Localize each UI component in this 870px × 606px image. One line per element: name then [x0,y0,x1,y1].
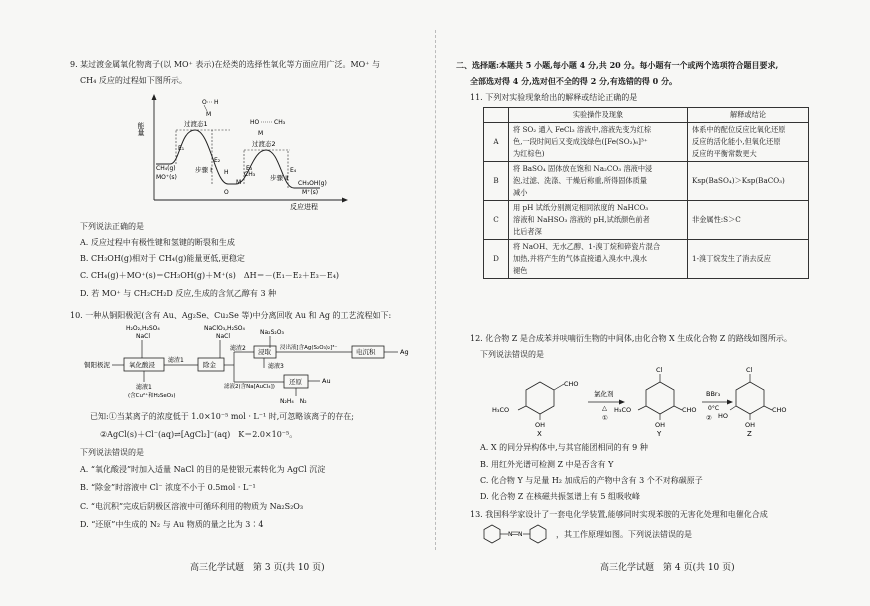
filtrate2-label: 滤液2(含Na[AuCl₄]) [224,384,275,390]
product2-label: M⁺(s) [302,189,319,196]
au-label: Au [322,377,331,385]
reactant2-label: MO⁺(s) [156,174,177,181]
q11-row-d-operation [509,240,688,279]
q11-header-blank [484,108,509,123]
q11-a-con-line3: 反应的平衡常数更大 [692,149,757,158]
gases-label: N₂H₄ N₂ [280,398,307,405]
e3-label: E₃ [246,165,253,172]
y-axis-arrow [152,94,157,100]
q9-option-a: A. 反应过程中有极性键和氢键的断裂和生成 [80,238,235,247]
condition2-label: 0°C [708,405,720,412]
q11-table-header [484,108,809,123]
e4-label: E₄ [290,167,297,174]
step1-number: ① [602,414,608,422]
x-benzene-ring [526,382,554,414]
q9-stem-line2: CH₄ 反应的过程如下图所示。 [80,76,187,85]
step2-label: 步骤 Ⅱ [270,174,289,182]
x-och3-bond [518,406,526,410]
product1-label: CH₃OH(g) [298,180,327,187]
box3-label: 浸取 [258,348,271,356]
compound-y [614,366,697,438]
reagent1b-label: NaCl [136,333,151,340]
q11-b-op-line2: 泡,过滤、洗涤、干燥后称重,所得固体质量 [513,176,647,185]
x-label: X [537,430,542,438]
ts1-o-atom: O [202,99,207,106]
box5-label: 电沉积 [356,348,376,356]
z-cl-label: Cl [746,366,753,374]
y-cho-label: CHO [682,406,697,414]
q11-a-con-line1: 体系中的配位反应比氧化还原 [692,125,786,134]
q11-row-c [484,201,809,240]
q12-option-c: C. 化合物 Y 与足量 H₂ 加成后的产物中含有 3 个不对称碳原子 [480,476,703,485]
e2-label: E₂ [214,157,221,164]
reagent1a-label: H₂O₂,H₂SO₄ [126,325,160,332]
filtrate1-sub-label: (含Cu²⁺和H₂SeO₃) [128,393,176,399]
residue2-label: 滤渣2 [230,345,246,352]
y-och3-bond [638,406,646,410]
q11-row-c-operation [509,201,688,240]
q11-b-op-line3: 减小 [513,188,528,197]
ts2-ch3-group: CH₃ [274,119,286,126]
reagent2a-label: NaClO₃,H₂SO₄ [204,325,245,332]
x-axis-arrow [342,198,348,203]
q11-a-con-line2: 反应的活化能小,但氧化还原 [692,137,781,146]
filtrate1-label: 滤液1 [136,384,152,391]
q9-stem-line1: 9. 某过渡金属氧化物离子(以 MO⁺ 表示)在烃类的选择性氧化等方面应用广泛。MO⁺ 与 [70,60,380,69]
q12-stem-line2: 下列说法错误的是 [480,350,544,359]
int-h-atom: H [224,169,229,176]
q10-stem: 10. 一种从铜阳极泥(含有 Au、Ag₂Se、Cu₂Se 等)中分离回收 Au 和 Ag 的工艺流程如下: [70,311,392,320]
q9-option-d: D. 若 MO⁺ 与 CH₂CH₂D 反应,生成的含氘乙醇有 3 种 [80,289,277,298]
q10-known1: 已知:①当某离子的浓度低于 1.0×10⁻⁵ mol · L⁻¹ 时,可忽略该离子的存在; [90,412,354,421]
reagent1-label: 氯化剂 [594,390,614,398]
compound-x [492,380,579,438]
z-ho-label: HO [718,412,729,420]
q11-row-b-operation [509,162,688,201]
q11-row-a-option: A [484,123,509,162]
step1-label: 步骤 Ⅰ [195,166,212,174]
energy-diagram [137,92,350,212]
right-footer: 高三化学试题 第 4 页(共 10 页) [600,563,735,573]
q11-a-op-line2: 色,一段时间后又变成浅绿色([Fe(SO₂)₆]³⁺ [513,137,648,146]
e1-label: E₁ [178,145,185,152]
int-o-atom: O [224,189,229,196]
q9-ask: 下列说法正确的是 [80,222,144,231]
box4-label: 还原 [289,378,302,386]
q10-ask: 下列说法错误的是 [80,448,144,457]
z-oh-label: OH [745,421,756,429]
ts2-ho-group: HO [250,119,260,126]
q11-row-a-operation [509,123,688,162]
int-ch3-group: CH₃ [244,171,256,178]
ts1-m-atom: M [206,111,212,118]
q10-known2: ②AgCl(s)＋Cl⁻(aq)⇌[AgCl₂]⁻(aq) K＝2.0×10⁻⁵。 [100,430,298,439]
feed-label: 铜阳极泥 [84,361,110,369]
reaction-scheme [480,362,800,440]
q11-table [483,107,809,279]
ts1-h-atom: H [214,99,219,106]
y-h3co-label: H₃CO [614,406,632,414]
y-oh-label: OH [655,421,666,429]
azobenzene-n1: N [508,531,513,538]
azobenzene-ring-right [530,525,546,543]
x-h3co-label: H₃CO [492,406,510,414]
q10-option-a: A. “氧化酸浸”时加入适量 NaCl 的目的是使银元素转化为 AgCl 沉淀 [80,465,326,474]
y-cho-bond [674,406,682,410]
q11-row-c-option: C [484,201,509,240]
z-benzene-ring [736,382,764,414]
x-cho-label: CHO [564,380,579,388]
q11-row-d-conclusion [688,240,809,279]
x-cho-bond [554,384,564,390]
q13-stem-line1: 13. 我国科学家设计了一套电化学装置,能够同时实现苯胺的无害化处理和电催化合成 [470,510,768,519]
q12-option-d: D. 化合物 Z 在核磁共振氢谱上有 5 组吸收峰 [480,492,641,501]
process-flowchart [84,324,414,406]
int-m-atom: M [236,179,242,186]
q11-d-con-line1: 1-溴丁烷发生了消去反应 [692,254,771,263]
z-cho-bond [764,406,772,410]
x-axis-label: 反应进程 [290,203,318,211]
q11-row-d-option: D [484,240,509,279]
q11-d-op-line1: 将 NaOH、无水乙醇、1-溴丁烷和碎瓷片混合 [513,242,661,251]
y-label: Y [657,430,662,438]
q11-b-op-line1: 将 BaSO₄ 固体放在饱和 Na₂CO₃ 溶液中浸 [513,164,653,173]
condition1-label: △ [602,404,607,412]
azobenzene-structure [478,521,558,545]
q11-row-d [484,240,809,279]
z-ho-bond [730,406,736,410]
box2-label: 除金 [203,361,216,369]
reactant1-label: CH₄(g) [156,165,176,172]
q11-row-b-conclusion [688,162,809,201]
q13-stem-line2: ，其工作原理如图。下列说法错误的是 [556,530,692,539]
q12-option-b: B. 用红外光谱可检测 Z 中是否含有 Y [480,460,614,469]
y-axis-label: 能量 [137,122,145,136]
leachate-label: 浸出液[含Ag(S₂O₃)₂]³⁻ [280,345,338,351]
q11-a-op-line3: 为红棕色) [513,149,545,158]
q10-option-d: D. “还原”中生成的 N₂ 与 Au 物质的量之比为 3∶4 [80,520,264,529]
q11-d-op-line3: 褪色 [513,266,528,275]
q11-row-b-option: B [484,162,509,201]
y-cl-label: Cl [656,366,663,374]
z-label: Z [747,430,752,438]
q9-option-c: C. CH₄(g)＋MO⁺(s)＝CH₃OH(g)＋M⁺(s) ΔH＝－(E₁－E₂＋E₃－E₄) [80,271,340,280]
arrow-step2-head [727,400,733,405]
filtrate3-label: 滤液3 [268,363,284,370]
reagent3-label: Na₂S₂O₃ [260,329,284,336]
y-benzene-ring [646,382,674,414]
ts2-m-atom: M [258,130,264,137]
residue1-label: 滤渣1 [168,357,184,364]
q11-row-a [484,123,809,162]
ts2-structure [250,119,286,137]
q11-row-a-conclusion [688,123,809,162]
section-heading-line1: 二、选择题:本题共 5 小题,每小题 4 分,共 20 分。每小题有一个或两个选项符合题目要求, [456,60,779,70]
q11-a-op-line1: 将 SO₂ 通入 FeCl₃ 溶液中,溶液先变为红棕 [513,125,652,134]
box1-label: 氧化酸浸 [129,361,155,369]
q11-stem: 11. 下列对实验现象给出的解释或结论正确的是 [470,93,638,102]
q11-b-con-line1: Ksp(BaSO₄)＞Ksp(BaCO₃) [692,176,785,185]
ts1-label: 过渡态1 [184,120,208,128]
z-cho-label: CHO [772,406,787,414]
q10-option-c: C. “电沉积”完成后阴极区溶液中可循环利用的物质为 Na₂S₂O₃ [80,502,304,511]
q12-stem-line1: 12. 化合物 Z 是合成苯并呋喃衍生物的中间体,由化合物 X 生成化合物 Z 的路线如图所示。 [470,334,792,343]
x-oh-label: OH [535,421,546,429]
q11-header-operation: 实验操作及现象 [509,108,688,123]
ag-label: Ag [400,348,409,356]
reagent2b-label: NaCl [216,333,231,340]
azobenzene-ring-left [484,525,500,543]
azobenzene-n2: N [518,531,523,538]
q11-header-conclusion: 解释或结论 [688,108,809,123]
section-heading-line2: 全部选对得 4 分,选对但不全的得 2 分,有选错的得 0 分。 [470,76,677,86]
q12-option-a: A. X 的同分异构体中,与其官能团相同的有 9 种 [480,443,648,452]
q11-row-b [484,162,809,201]
step2-number: ② [706,414,712,422]
q11-row-c-conclusion [688,201,809,240]
reagent2-label: BBr₃ [706,390,721,398]
q9-option-b: B. CH₃OH(g)相对于 CH₄(g)能量更低,更稳定 [80,254,245,263]
left-footer: 高三化学试题 第 3 页(共 10 页) [190,563,325,573]
q10-option-b: B. “除金”时溶液中 Cl⁻ 浓度不小于 0.5mol · L⁻¹ [80,483,256,492]
q11-c-op-line3: 比后者深 [513,227,542,236]
arrow-step1-head [619,400,625,405]
intermediate-structure [224,169,256,196]
q11-c-op-line1: 用 pH 试纸分别测定相同浓度的 NaHCO₃ [513,203,649,212]
ts1-structure [202,99,219,118]
q11-c-con-line1: 非金属性:S＞C [692,215,741,224]
q11-c-op-line2: 溶液和 NaHSO₃ 溶液的 pH,试纸颜色前者 [513,215,650,224]
q11-d-op-line2: 加热,并将产生的气体直接通入溴水中,溴水 [513,254,647,263]
ts2-label: 过渡态2 [252,140,276,148]
